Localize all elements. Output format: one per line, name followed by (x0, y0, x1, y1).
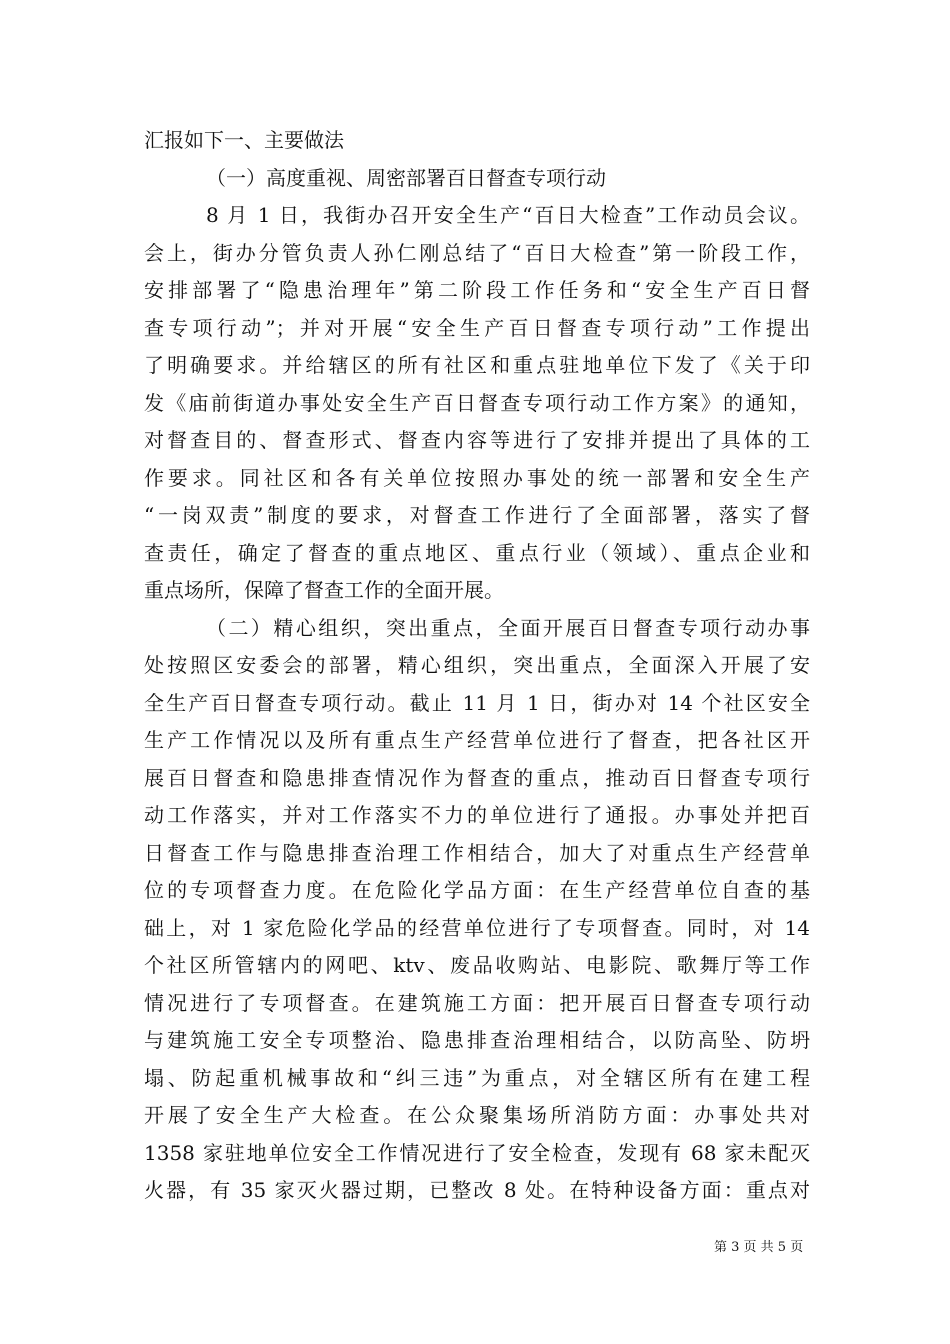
paragraph-line: 作要求。同社区和各有关单位按照办事处的统一部署和安全生产 (144, 465, 810, 490)
page-number-footer: 第 3 页 共 5 页 (714, 1240, 804, 1255)
section-heading-1: （一）高度重视、周密部署百日督查专项行动 (206, 165, 606, 190)
paragraph-line: 个社区所管辖内的网吧、ktv、废品收购站、电影院、歌舞厅等工作 (144, 953, 810, 977)
paragraph-line: 生产工作情况以及所有重点生产经营单位进行了督查，把各社区开 (144, 728, 810, 752)
paragraph-line: 展百日督查和隐患排查情况作为督查的重点，推动百日督查专项行 (144, 765, 810, 790)
paragraph-line: 开展了安全生产大检查。在公众聚集场所消防方面：办事处共对 (144, 1103, 810, 1127)
paragraph-line: 情况进行了专项督查。在建筑施工方面：把开展百日督查专项行动 (144, 990, 810, 1015)
paragraph-line: 8 月 1 日，我街办召开安全生产“百日大检查”工作动员会议。 (206, 203, 810, 227)
paragraph-line: 了明确要求。并给辖区的所有社区和重点驻地单位下发了《关于印 (144, 353, 810, 377)
body-text (144, 122, 810, 1210)
paragraph-line: 发《庙前街道办事处安全生产百日督查专项行动工作方案》的通知， (144, 390, 810, 415)
paragraph-line: 础上，对 1 家危险化学品的经营单位进行了专项督查。同时，对 14 (144, 915, 810, 940)
paragraph-line: “一岗双责”制度的要求，对督查工作进行了全面部署，落实了督 (144, 503, 810, 527)
paragraph-line: 处按照区安委会的部署，精心组织，突出重点，全面深入开展了安 (144, 653, 810, 677)
paragraph-line: 位的专项督查力度。在危险化学品方面：在生产经营单位自查的基 (144, 878, 810, 902)
paragraph-line: （二）精心组织，突出重点，全面开展百日督查专项行动办事 (206, 615, 810, 640)
paragraph-line: 与建筑施工安全专项整治、隐患排查治理相结合，以防高坠、防坍 (144, 1028, 810, 1052)
paragraph-line: 会上，街办分管负责人孙仁刚总结了“百日大检查”第一阶段工作， (144, 240, 810, 265)
paragraph-line: 查责任，确定了督查的重点地区、重点行业（领域）、重点企业和 (144, 540, 810, 565)
paragraph-line: 对督查目的、督查形式、督查内容等进行了安排并提出了具体的工 (144, 428, 810, 452)
paragraph-line: 全生产百日督查专项行动。截止 11 月 1 日，街办对 14 个社区安全 (144, 690, 810, 715)
paragraph-line: 火器，有 35 家灭火器过期，已整改 8 处。在特种设备方面：重点对 (144, 1178, 810, 1202)
paragraph-line: 查专项行动”；并对开展“安全生产百日督查专项行动”工作提出 (144, 315, 810, 340)
paragraph-line: 日督查工作与隐患排查治理工作相结合，加大了对重点生产经营单 (144, 840, 810, 865)
paragraph-line: 重点场所，保障了督查工作的全面开展。 (144, 578, 504, 602)
paragraph-line: 动工作落实，并对工作落实不力的单位进行了通报。办事处并把百 (144, 803, 810, 827)
paragraph-line: 塌、防起重机械事故和“纠三违”为重点，对全辖区所有在建工程 (144, 1065, 810, 1090)
paragraph-line: 安排部署了“隐患治理年”第二阶段工作任务和“安全生产百日督 (144, 278, 810, 302)
paragraph-line: 1358 家驻地单位安全工作情况进行了安全检查，发现有 68 家未配灭 (144, 1140, 810, 1165)
section-heading-intro: 汇报如下一、主要做法 (144, 128, 344, 152)
